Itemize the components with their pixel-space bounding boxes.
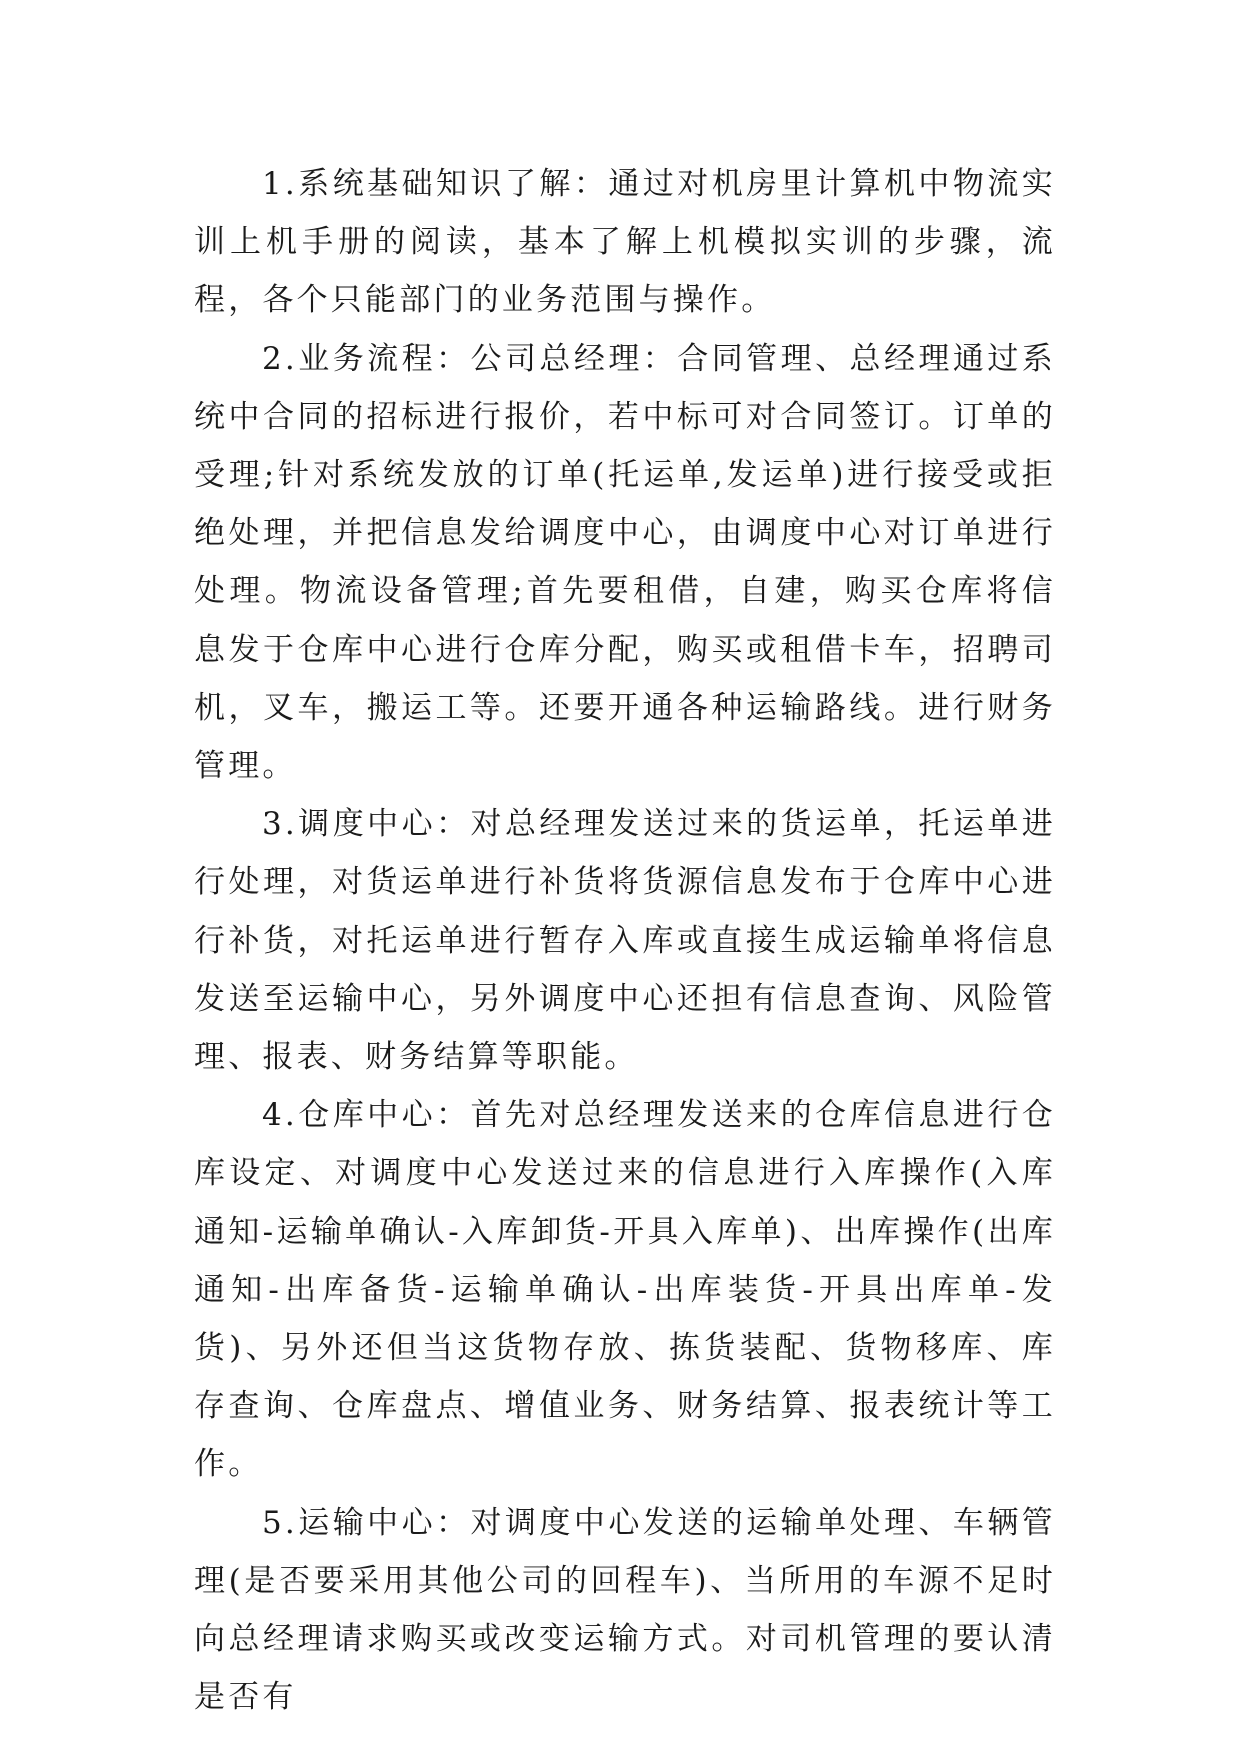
paragraph-system-basics: 1.系统基础知识了解：通过对机房里计算机中物流实训上机手册的阅读，基本了解上机模拟实训的步骤，流程，各个只能部门的业务范围与操作。 bbox=[194, 166, 1056, 319]
paragraph-business-process: 2.业务流程：公司总经理：合同管理、总经理通过系统中合同的招标进行报价，若中标可对合同签订。订单的受理;针对系统发放的订单(托运单,发运单)进行接受或拒绝处理，并把信息发给调度中心，由调度中心对订单进行处理。物流设备管理;首先要租借，自建，购买仓库将信息发于仓库中心进行仓库分配，购买或租借卡车，招聘司机，叉车，搬运工等。还要开通各种运输路线。进行财务管理。 bbox=[194, 340, 1056, 785]
paragraph-transport-center: 5.运输中心：对调度中心发送的运输单处理、车辆管理(是否要采用其他公司的回程车)、当所用的车源不足时向总经理请求购买或改变运输方式。对司机管理的要认清是否有 bbox=[194, 1504, 1056, 1716]
paragraph-dispatch-center: 3.调度中心：对总经理发送过来的货运单，托运单进行处理，对货运单进行补货将货源信息发布于仓库中心进行补货，对托运单进行暂存入库或直接生成运输单将信息发送至运输中心，另外调度中心还担有信息查询、风险管理、报表、财务结算等职能。 bbox=[194, 806, 1056, 1076]
paragraph-warehouse-center: 4.仓库中心：首先对总经理发送来的仓库信息进行仓库设定、对调度中心发送过来的信息进行入库操作(入库通知-运输单确认-入库卸货-开具入库单)、出库操作(出库通知-出库备货-运输单确认-出库装货-开具出库单-发货)、另外还但当这货物存放、拣货装配、货物移库、库存查询、仓库盘点、增值业务、财务结算、报表统计等工作。 bbox=[194, 1097, 1056, 1483]
document-body bbox=[194, 155, 1056, 1726]
